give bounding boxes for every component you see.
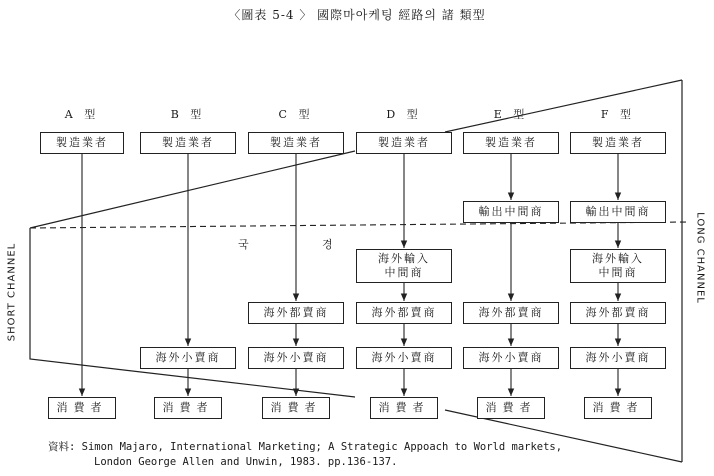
node-e-0: 製造業者 — [463, 132, 559, 154]
node-f-1: 輸出中間商 — [570, 201, 666, 223]
node-b-2: 消費者 — [154, 397, 222, 419]
column-header-a: A 型 — [64, 108, 100, 121]
node-d-2: 海外都賣商 — [356, 302, 452, 324]
node-d-3: 海外小賣商 — [356, 347, 452, 369]
column-header-d: D 型 — [386, 108, 422, 121]
node-d-4: 消費者 — [370, 397, 438, 419]
node-b-0: 製造業者 — [140, 132, 236, 154]
border-label-left: 국 — [238, 238, 249, 251]
node-e-2: 海外都賣商 — [463, 302, 559, 324]
node-c-0: 製造業者 — [248, 132, 344, 154]
node-e-3: 海外小賣商 — [463, 347, 559, 369]
node-d-0: 製造業者 — [356, 132, 452, 154]
column-header-b: B 型 — [170, 108, 206, 121]
node-b-1: 海外小賣商 — [140, 347, 236, 369]
node-e-1: 輸出中間商 — [463, 201, 559, 223]
column-header-e: E 型 — [493, 108, 529, 121]
node-c-3: 消費者 — [262, 397, 330, 419]
node-e-4: 消費者 — [477, 397, 545, 419]
node-c-1: 海外都賣商 — [248, 302, 344, 324]
node-f-0: 製造業者 — [570, 132, 666, 154]
border-label-right: 경 — [322, 238, 333, 251]
node-c-2: 海外小賣商 — [248, 347, 344, 369]
source-line-1: 資料: Simon Majaro, International Marketing; A Strategic Appoach to World markets, — [48, 441, 563, 453]
short-channel-funnel-top — [30, 151, 355, 228]
node-f-3: 海外都賣商 — [570, 302, 666, 324]
node-d-1: 海外輸入 中間商 — [356, 249, 452, 283]
column-header-f: F 型 — [600, 108, 636, 121]
long-channel-label: LONG CHANNEL — [694, 212, 706, 304]
node-f-4: 海外小賣商 — [570, 347, 666, 369]
node-f-5: 消費者 — [584, 397, 652, 419]
source-line-2: London George Allen and Unwin, 1983. pp.136-137. — [94, 456, 398, 468]
figure-title: 〈圖表 5-4 〉 國際마아케팅 經路의 諸 類型 — [228, 8, 486, 22]
node-a-1: 消費者 — [48, 397, 116, 419]
node-a-0: 製造業者 — [40, 132, 124, 154]
column-header-c: C 型 — [278, 108, 314, 121]
node-f-2: 海外輸入 中間商 — [570, 249, 666, 283]
short-channel-label: SHORT CHANNEL — [6, 242, 18, 342]
